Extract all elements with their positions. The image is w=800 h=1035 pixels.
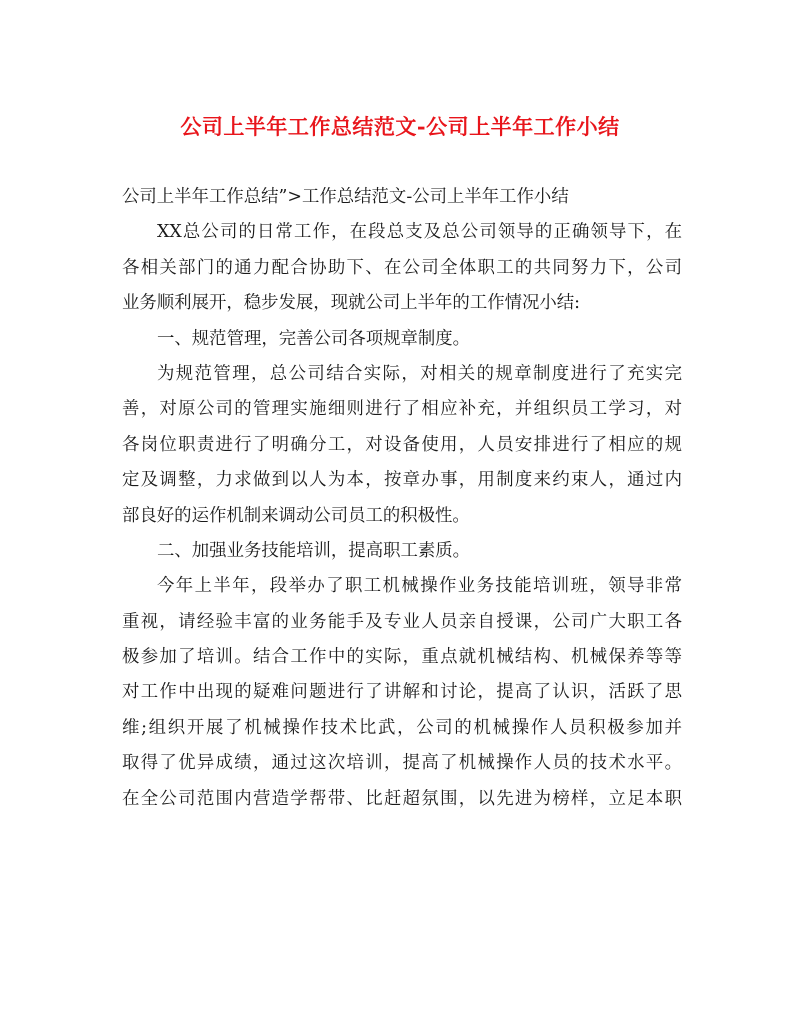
paragraph-line: 在全公司范围内营造学帮带、比赶超氛围，以先进为榜样，立足本职	[122, 788, 682, 809]
paragraph-line: XX总公司的日常工作，在段总支及总公司领导的正确领导下，在	[157, 222, 682, 243]
paragraph-line: 各岗位职责进行了明确分工，对设备使用，人员安排进行了相应的规	[122, 434, 682, 455]
paragraph-line: 部良好的运作机制来调动公司员工的积极性。	[122, 505, 470, 526]
document-title: 公司上半年工作总结范文-公司上半年工作小结	[180, 114, 620, 139]
paragraph-line: 极参加了培训。结合工作中的实际，重点就机械结构、机械保养等等	[122, 647, 682, 668]
paragraph-line: 为规范管理，总公司结合实际，对相关的规章制度进行了充实完	[157, 363, 682, 384]
paragraph-line: 定及调整，力求做到以人为本，按章办事，用制度来约束人，通过内	[122, 470, 682, 491]
paragraph-line: 各相关部门的通力配合协助下、在公司全体职工的共同努力下，公司	[122, 257, 682, 278]
breadcrumb-line: 公司上半年工作总结”>工作总结范文-公司上半年工作小结	[122, 187, 569, 207]
paragraph-line: 重视，请经验丰富的业务能手及专业人员亲自授课，公司广大职工各	[122, 611, 682, 632]
section-heading: 一、规范管理，完善公司各项规章制度。	[157, 328, 471, 349]
paragraph-line: 善，对原公司的管理实施细则进行了相应补充，并组织员工学习，对	[122, 399, 682, 420]
paragraph-line: 对工作中出现的疑难问题进行了讲解和讨论，提高了认识，活跃了思	[122, 682, 682, 703]
section-heading: 二、加强业务技能培训，提高职工素质。	[157, 540, 471, 561]
document-body	[122, 180, 682, 817]
paragraph-line: 取得了优异成绩，通过这次培训，提高了机械操作人员的技术水平。	[122, 753, 682, 774]
paragraph-line: 业务顺利展开，稳步发展，现就公司上半年的工作情况小结:	[122, 293, 581, 314]
paragraph-line: 今年上半年，段举办了职工机械操作业务技能培训班，领导非常	[157, 576, 682, 597]
paragraph-line: 维;组织开展了机械操作技术比武，公司的机械操作人员积极参加并	[122, 717, 682, 738]
